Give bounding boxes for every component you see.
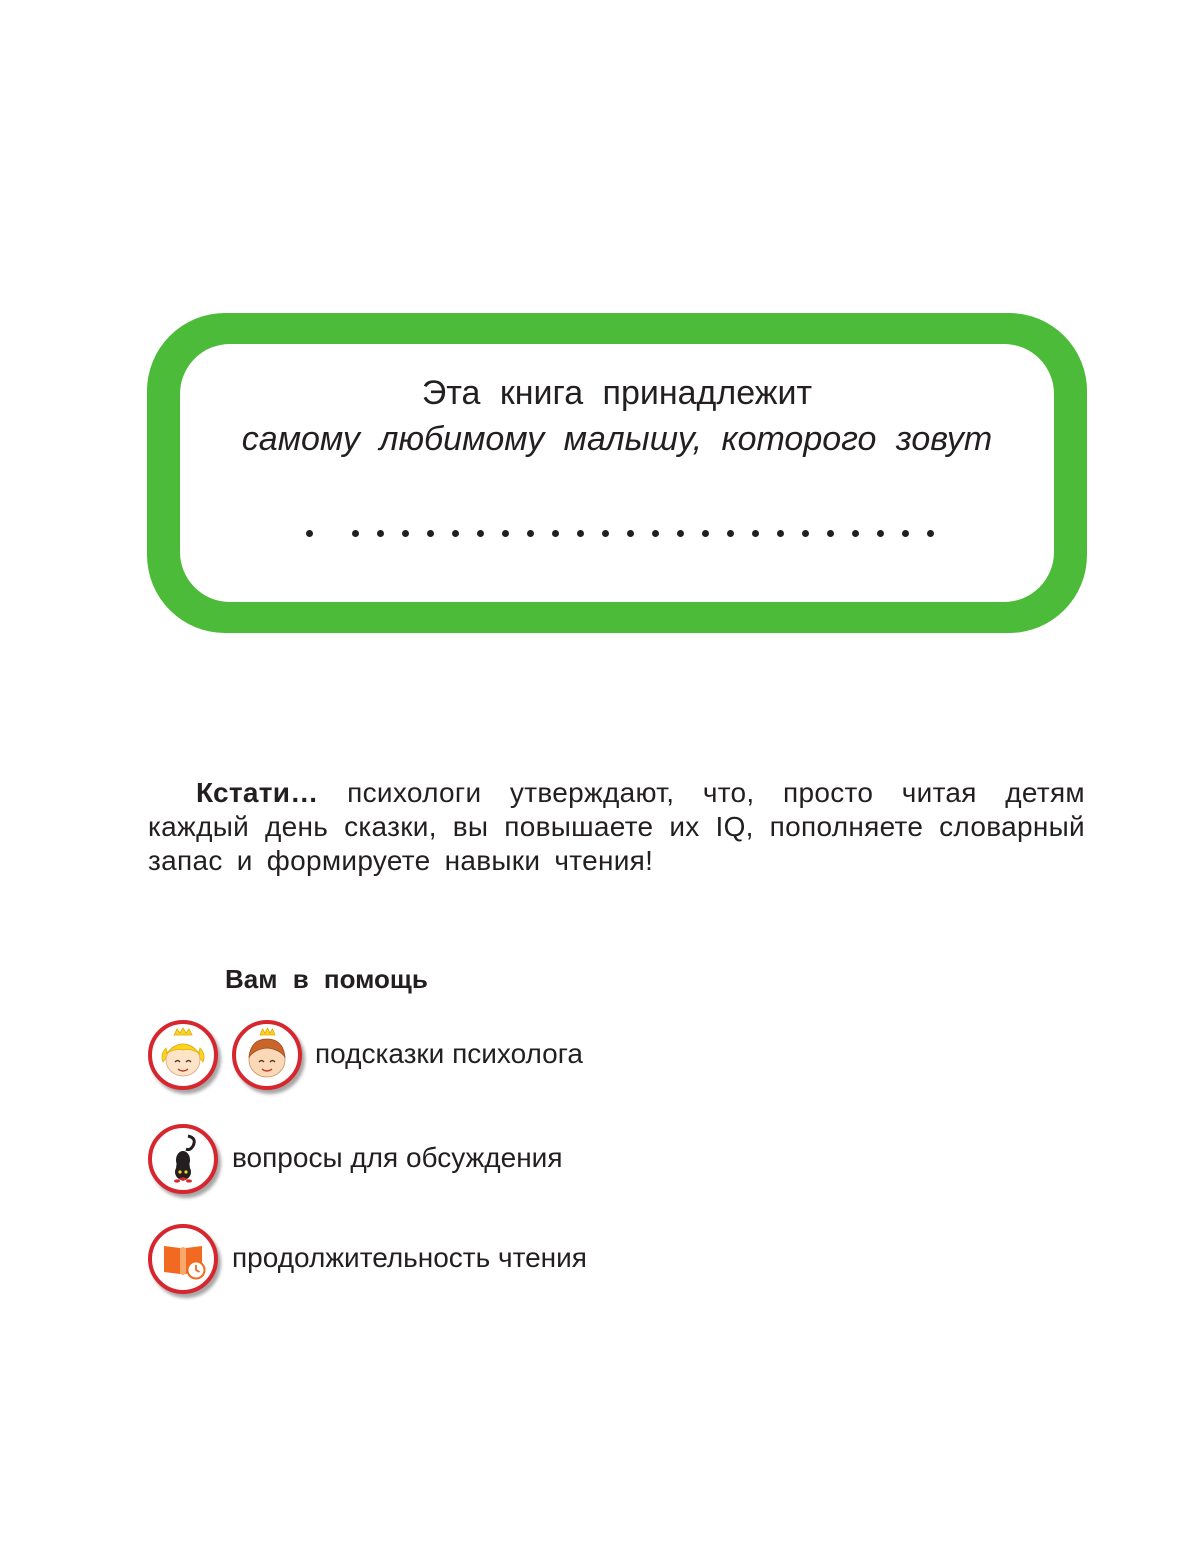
fact-paragraph: [148, 776, 1085, 878]
fact-lead: Кстати…: [196, 777, 319, 808]
dot: [852, 530, 859, 537]
dot: [827, 530, 834, 537]
boy-face-icon: [232, 1020, 302, 1090]
dot: [502, 530, 509, 537]
name-write-line[interactable]: [306, 530, 934, 550]
black-cat-icon: [148, 1124, 218, 1194]
dot: [552, 530, 559, 537]
dot: [477, 530, 484, 537]
dot: [652, 530, 659, 537]
dot: [377, 530, 384, 537]
fact-text: психологи утверждают, что, просто читая детям каждый день сказки, вы повышаете их IQ, пополняете словарный запас и формируете навыки чтения!: [148, 777, 1085, 876]
dot: [927, 530, 934, 537]
dot: [752, 530, 759, 537]
legend-label: продолжительность чтения: [232, 1242, 587, 1273]
book-clock-icon: [148, 1224, 218, 1294]
ownership-frame: [147, 313, 1087, 633]
dot: [727, 530, 734, 537]
ownership-line-2: самому любимому малышу, которого зовут: [241, 420, 993, 458]
dot: [306, 530, 313, 537]
dot: [627, 530, 634, 537]
dot: [602, 530, 609, 537]
dot: [452, 530, 459, 537]
dot: [702, 530, 709, 537]
dot: [777, 530, 784, 537]
legend-label: подсказки психолога: [315, 1038, 583, 1069]
dot: [352, 530, 359, 537]
dot: [677, 530, 684, 537]
legend-label: вопросы для обсуждения: [232, 1142, 563, 1173]
dot: [902, 530, 909, 537]
dot: [527, 530, 534, 537]
dot: [402, 530, 409, 537]
dot: [427, 530, 434, 537]
ownership-line-1: Эта книга принадлежит: [421, 374, 813, 412]
girl-face-icon: [148, 1020, 218, 1090]
dot: [802, 530, 809, 537]
ownership-panel: [180, 344, 1054, 602]
dot: [577, 530, 584, 537]
dot: [877, 530, 884, 537]
help-title: Вам в помощь: [225, 964, 428, 994]
